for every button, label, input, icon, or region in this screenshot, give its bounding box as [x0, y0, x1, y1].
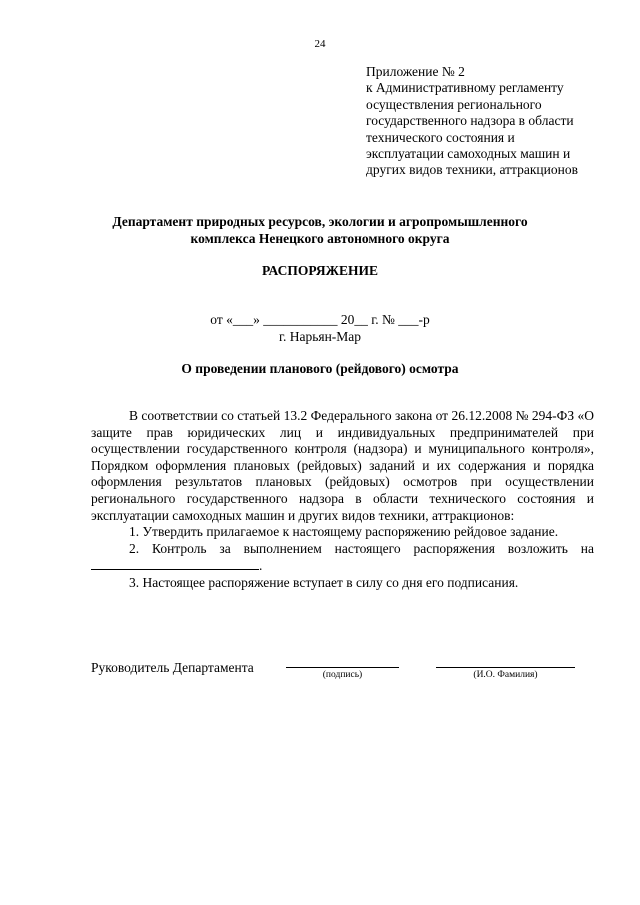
name-line	[436, 667, 575, 668]
responsible-person-blank	[91, 557, 259, 570]
item-3: 3. Настоящее распоряжение вступает в силу со дня его подписания.	[129, 574, 519, 590]
item-2: 2. Контроль за выполнением настоящего распоряжения возложить на	[129, 540, 594, 556]
appendix-line: осуществления регионального	[366, 96, 542, 112]
appendix-line: Приложение № 2	[366, 64, 465, 79]
name-caption: (И.О. Фамилия)	[473, 670, 538, 680]
appendix-line: эксплуатации самоходных машин и	[366, 146, 571, 162]
appendix-line: государственного надзора в области	[366, 113, 574, 129]
appendix-line: других видов техники, аттракционов	[366, 162, 578, 178]
department-line-2: комплекса Ненецкого автономного округа	[190, 231, 450, 246]
page-number: 24	[314, 38, 326, 50]
appendix-line: к Административному регламенту	[366, 80, 564, 96]
appendix-line: технического состояния и	[366, 129, 515, 145]
date-number-line: от «___» ___________ 20__ г. № ___-р	[210, 312, 430, 327]
department-heading	[0, 213, 640, 247]
signature-caption: (подпись)	[322, 670, 363, 680]
signature-line	[286, 667, 399, 668]
appendix-block	[366, 64, 578, 179]
signatory-label: Руководитель Департамента	[91, 660, 254, 675]
item-2-end: .	[259, 558, 263, 574]
city-line: г. Нарьян-Мар	[278, 329, 362, 344]
item-1: 1. Утвердить прилагаемое к настоящему распоряжению рейдовое задание.	[129, 524, 559, 540]
item-2-continuation	[91, 557, 594, 575]
subject-heading: О проведении планового (рейдового) осмотра	[181, 361, 459, 376]
department-line-1: Департамент природных ресурсов, экологии и агропромышленного	[112, 214, 528, 229]
intro-paragraph: В соответствии со статьей 13.2 Федерального закона от 26.12.2008 № 294-ФЗ «О защите прав юридических лиц и индивидуальных предпринимателей при осуществлении государственного контроля (надзора) и муниципального контроля», Порядком оформления плановых (рейдовых) заданий и их содержания и порядка оформления результатов плановых (рейдовых) осмотров при осуществлении регионального государственного надзора в области технического состояния и эксплуатации самоходных машин и других видов техники, аттракционов:	[91, 408, 594, 523]
order-body	[91, 408, 594, 592]
document-title: РАСПОРЯЖЕНИЕ	[261, 263, 379, 278]
